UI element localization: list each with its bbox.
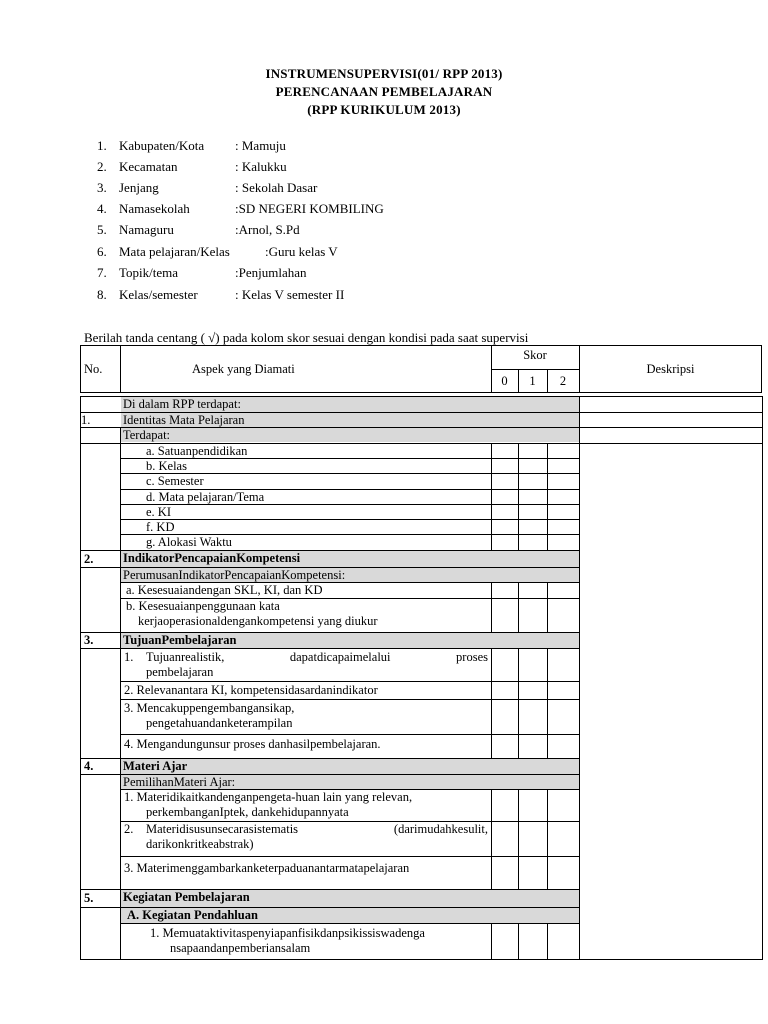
section-4-sub: PemilihanMateri Ajar:	[121, 775, 579, 789]
list-item: Tujuanrealistik, dapatdicapaimelalui proses	[146, 650, 488, 664]
doc-title-line2: PERENCANAAN PEMBELAJARAN	[275, 84, 493, 99]
info-label: Kecamatan	[119, 159, 178, 174]
row-intro: Di dalam RPP terdapat:	[121, 397, 579, 412]
info-value: :Arnol, S.Pd	[235, 222, 300, 237]
header-skor-2: 2	[559, 374, 567, 388]
list-item: perkembanganIptek, dankehidupannyata	[146, 805, 349, 819]
list-item: a. Satuanpendidikan	[146, 444, 248, 458]
info-value: : Kalukku	[235, 159, 287, 174]
section-2-title: IndikatorPencapaianKompetensi	[121, 551, 579, 567]
list-item: Materidisusunsecarasistematis (darimudahkesulit,	[146, 822, 488, 836]
info-num: 2.	[97, 159, 107, 174]
info-value: :Penjumlahan	[235, 265, 307, 280]
section-5-title: Kegiatan Pembelajaran	[121, 890, 579, 907]
info-value: :SD NEGERI KOMBILING	[235, 201, 384, 216]
info-value: :Guru kelas V	[265, 244, 338, 259]
list-item: 4. Mengandungunsur proses danhasilpembelajaran.	[124, 737, 381, 751]
section-5-subA: A. Kegiatan Pendahluan	[121, 908, 579, 923]
section-1-no: 1.	[81, 413, 91, 427]
info-value: : Kelas V semester II	[235, 287, 345, 302]
section-2-sub: PerumusanIndikatorPencapaianKompetensi:	[121, 568, 579, 582]
list-item: pembelajaran	[146, 665, 214, 679]
header-no: No.	[84, 362, 103, 376]
section-3-title: TujuanPembelajaran	[121, 633, 579, 648]
list-item: 3. Mencakuppengembangansikap,	[124, 701, 295, 715]
doc-title-line3: (RPP KURIKULUM 2013)	[307, 102, 461, 117]
info-value: : Mamuju	[235, 138, 286, 153]
info-num: 4.	[97, 201, 107, 216]
info-num: 8.	[97, 287, 107, 302]
list-item: g. Alokasi Waktu	[146, 535, 232, 549]
info-num: 6.	[97, 244, 107, 259]
info-label: Jenjang	[119, 180, 159, 195]
info-label: Kelas/semester	[119, 287, 198, 302]
info-value: : Sekolah Dasar	[235, 180, 318, 195]
list-item: darikonkritkeabstrak)	[146, 837, 254, 851]
header-skor-1: 1	[529, 374, 536, 388]
list-item: 1. Materidikaitkandenganpengeta-huan lain yang relevan,	[124, 790, 413, 804]
header-skor-0: 0	[501, 374, 508, 388]
info-num: 5.	[97, 222, 107, 237]
list-num: 2.	[124, 822, 134, 836]
list-item: c. Semester	[146, 474, 204, 488]
section-3-no: 3.	[84, 633, 94, 647]
info-num: 1.	[97, 138, 107, 153]
info-num: 7.	[97, 265, 107, 280]
header-aspek: Aspek yang Diamati	[192, 362, 295, 376]
section-5-no: 5.	[84, 891, 94, 905]
list-item: b. Kelas	[146, 459, 187, 473]
info-label: Kabupaten/Kota	[119, 138, 205, 153]
list-item: 1. Memuataktivitaspenyiapanfisikdanpsikissiswadenga	[150, 926, 425, 940]
section-1-title: Identitas Mata Pelajaran	[121, 413, 579, 427]
info-label: Mata pelajaran/Kelas	[119, 244, 230, 259]
section-2-no: 2.	[84, 552, 94, 566]
doc-title-line1: INSTRUMENSUPERVISI(01/ RPP 2013)	[265, 66, 503, 81]
list-item: kerjaoperasionaldengankompetensi yang diukur	[138, 614, 378, 628]
info-label: Namasekolah	[119, 201, 190, 216]
list-item: a. Kesesuaiandengan SKL, KI, dan KD	[126, 583, 323, 597]
info-num: 3.	[97, 180, 107, 195]
list-item: 2. Relevanantara KI, kompetensidasardanindikator	[124, 683, 378, 697]
list-item: nsapaandanpemberiansalam	[170, 941, 311, 955]
header-deskripsi: Deskripsi	[646, 362, 695, 376]
list-item: pengetahuandanketerampilan	[146, 716, 293, 730]
list-item: d. Mata pelajaran/Tema	[146, 490, 265, 504]
info-label: Topik/tema	[119, 265, 179, 280]
section-1-sub: Terdapat:	[121, 428, 579, 442]
list-item: 3. Materimenggambarkanketerpaduanantarmatapelajaran	[124, 861, 410, 875]
list-item: e. KI	[146, 505, 171, 519]
list-item: f. KD	[146, 520, 175, 534]
section-4-no: 4.	[84, 759, 94, 773]
section-4-title: Materi Ajar	[121, 759, 579, 774]
list-num: 1.	[124, 650, 134, 664]
header-skor: Skor	[523, 348, 547, 362]
instruction-text: Berilah tanda centang ( √) pada kolom skor sesuai dengan kondisi pada saat supervisi	[84, 330, 529, 345]
list-item: b. Kesesuaianpenggunaan kata	[126, 599, 280, 613]
info-label: Namaguru	[119, 222, 174, 237]
